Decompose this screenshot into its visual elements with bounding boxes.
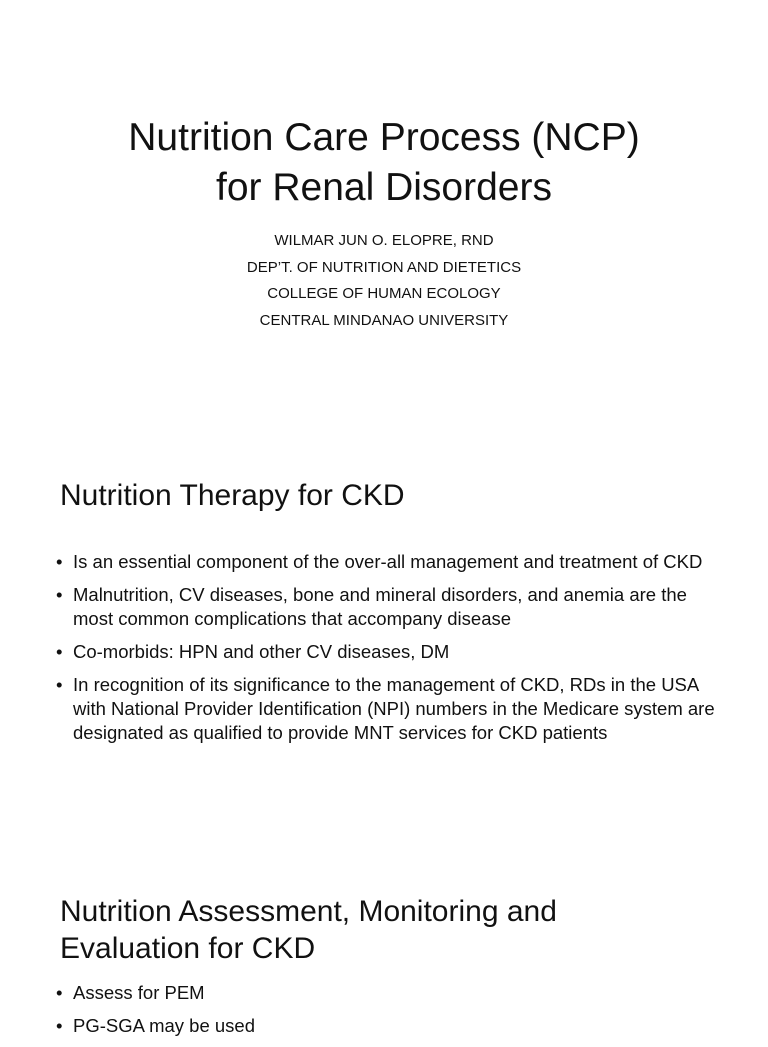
bullet-list bbox=[56, 550, 720, 754]
bullet-item bbox=[56, 550, 720, 574]
slide-heading-line-2: Evaluation for CKD bbox=[60, 932, 316, 965]
slide-heading bbox=[60, 893, 557, 967]
bullet-item bbox=[56, 981, 720, 1005]
bullet-text: Malnutrition, CV diseases, bone and mineral disorders, and anemia are the most common complications that accompany disease bbox=[73, 584, 687, 629]
bullet-item bbox=[56, 583, 720, 631]
bullet-icon: • bbox=[56, 584, 63, 605]
bullet-text: Co-morbids: HPN and other CV diseases, DM bbox=[73, 641, 450, 662]
college-name: COLLEGE OF HUMAN ECOLOGY bbox=[267, 285, 501, 302]
department-name: DEP’T. OF NUTRITION AND DIETETICS bbox=[246, 258, 522, 276]
bullet-text: In recognition of its significance to the management of CKD, RDs in the USA with National Provider Identification (NPI) numbers in the Medicare system are designated as qualified to provide MNT services for CKD patients bbox=[73, 674, 715, 743]
nutrition-therapy-slide bbox=[0, 460, 768, 840]
bullet-icon: • bbox=[56, 551, 63, 572]
bullet-icon: • bbox=[56, 641, 63, 662]
slide-title-line-1: Nutrition Care Process (NCP) bbox=[128, 116, 640, 159]
bullet-icon: • bbox=[56, 1015, 63, 1036]
bullet-item bbox=[56, 673, 720, 745]
title-slide bbox=[0, 0, 768, 420]
slide-title bbox=[0, 113, 768, 213]
bullet-icon: • bbox=[56, 674, 63, 695]
bullet-text: Assess for PEM bbox=[73, 982, 205, 1003]
slide-heading: Nutrition Therapy for CKD bbox=[60, 479, 405, 512]
bullet-icon: • bbox=[56, 982, 63, 1003]
slide-heading-line-1: Nutrition Assessment, Monitoring and bbox=[60, 895, 557, 928]
bullet-item bbox=[56, 640, 720, 664]
author-name: WILMAR JUN O. ELOPRE, RND bbox=[274, 232, 494, 249]
bullet-list bbox=[56, 981, 720, 1047]
bullet-text: Is an essential component of the over-all management and treatment of CKD bbox=[73, 551, 703, 572]
university-name: CENTRAL MINDANAO UNIVERSITY bbox=[259, 311, 509, 329]
author-info bbox=[0, 228, 768, 334]
nutrition-assessment-slide bbox=[0, 885, 768, 1036]
bullet-text: PG-SGA may be used bbox=[73, 1015, 256, 1036]
slide-title-line-2: for Renal Disorders bbox=[216, 166, 552, 209]
bullet-item bbox=[56, 1014, 720, 1038]
